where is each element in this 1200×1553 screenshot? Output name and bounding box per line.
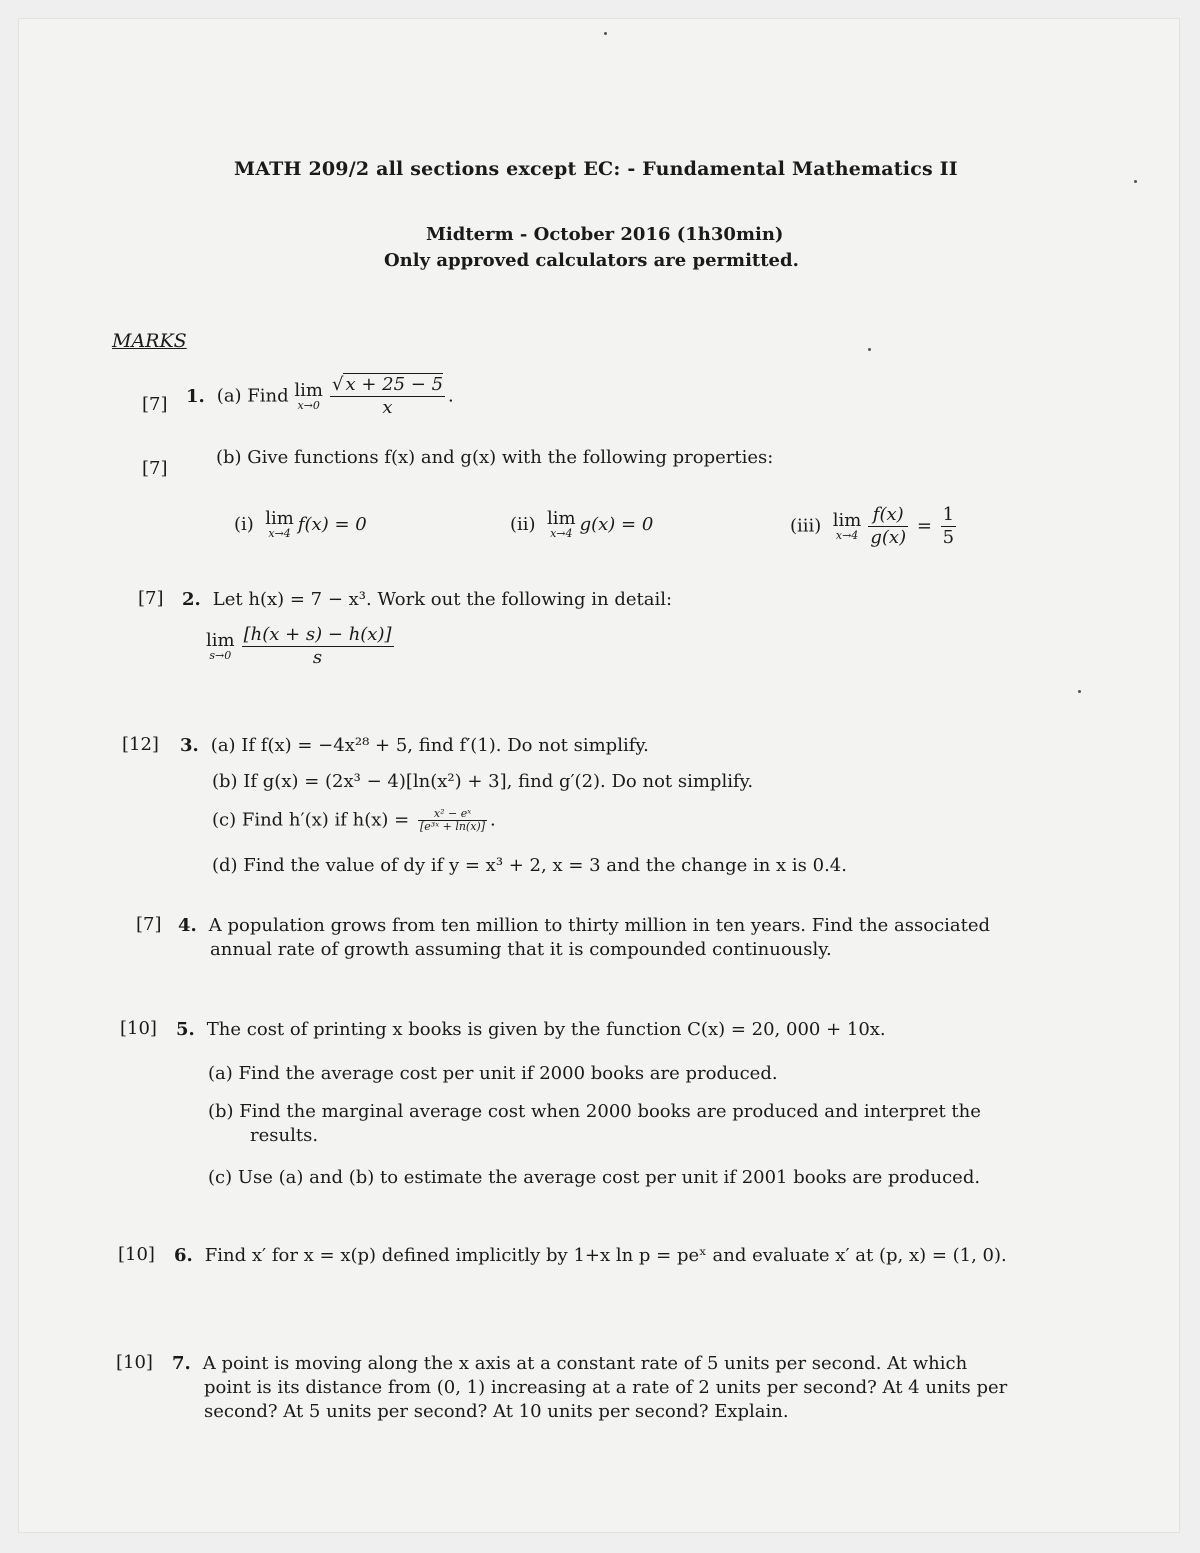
q7-line3: second? At 5 units per second? At 10 units per second? Explain. — [204, 1401, 789, 1422]
q7-line1: 7. A point is moving along the x axis at a constant rate of 5 units per second. At which — [172, 1353, 968, 1374]
q5-part-b: (b) Find the marginal average cost when 2000 books are produced and interpret the — [208, 1101, 981, 1122]
marks-heading: MARKS — [112, 330, 187, 352]
q1-a-limit: lim x→0 — [294, 379, 323, 412]
exam-page — [18, 18, 1180, 1533]
q7-line2: point is its distance from (0, 1) increasing at a rate of 2 units per second? At 4 units per — [204, 1377, 1008, 1398]
exam-title: MATH 209/2 all sections except EC: - Fundamental Mathematics II — [234, 158, 958, 180]
q3-part-c: (c) Find h′(x) if h(x) = $\frac{\text{x² − eˣ}}{\text{[e³ˣ + ln(x)]}}$ . — [212, 807, 496, 833]
q1-part-a: 1. (a) Find lim x→0 $\frac{√ x + 25 - 5}{x}$ . — [186, 374, 454, 418]
scan-speck — [1134, 180, 1137, 183]
scan-speck — [868, 348, 871, 351]
q1-a-fraction: $\frac{√ x + 25 - 5}{x}$ — [331, 374, 444, 418]
q1-mark-b: [7] — [142, 458, 168, 479]
q1-part-b: (b) Give functions f(x) and g(x) with the following properties: — [216, 447, 774, 468]
q5-text: 5. The cost of printing x books is given by the function C(x) = 20, 000 + 10x. — [176, 1019, 886, 1040]
q1-mark-a: [7] — [142, 394, 168, 415]
scan-speck — [604, 32, 607, 35]
q4-line1: 4. A population grows from ten million to thirty million in ten years. Find the associated — [178, 915, 991, 936]
q5-part-a: (a) Find the average cost per unit if 2000 books are produced. — [208, 1063, 778, 1084]
calculator-note: Only approved calculators are permitted. — [384, 250, 799, 271]
q1-number: 1. — [186, 385, 205, 407]
q3-part-a: 3. (a) If f(x) = −4x²⁸ + 5, find f′(1). Do not simplify. — [180, 735, 649, 756]
scan-speck — [1078, 690, 1081, 693]
q1-property-ii: (ii) lim x→4 g(x) = 0 — [510, 508, 654, 540]
exam-session: Midterm - October 2016 (1h30min) — [426, 224, 784, 245]
q2-text: 2. Let h(x) = 7 − x³. Work out the following in detail: — [182, 589, 673, 610]
q7-mark: [10] — [116, 1352, 153, 1373]
q1-property-iii: (iii) lim x→4 $\frac{f(x)}{g(x)}$ = $\frac{1}{5}$ — [790, 504, 955, 548]
q1-a-label: (a) Find — [216, 385, 289, 407]
q4-line2: annual rate of growth assuming that it is compounded continuously. — [210, 939, 832, 960]
q6-mark: [10] — [118, 1244, 155, 1265]
q4-mark: [7] — [136, 914, 162, 935]
q3-part-b: (b) If g(x) = (2x³ − 4)[ln(x²) + 3], find g′(2). Do not simplify. — [212, 771, 754, 792]
q2-mark: [7] — [138, 588, 164, 609]
q5-mark: [10] — [120, 1018, 157, 1039]
q3-mark: [12] — [122, 734, 159, 755]
q5-part-b-cont: results. — [250, 1125, 319, 1146]
q1-property-i: (i) lim x→4 f(x) = 0 — [234, 508, 367, 540]
q3-part-d: (d) Find the value of dy if y = x³ + 2, x = 3 and the change in x is 0.4. — [212, 855, 847, 876]
q2-limit: lim s→0 $\frac{[h(x + s) - h(x)]}{s}$ — [206, 624, 392, 668]
q6-text: 6. Find x′ for x = x(p) defined implicitly by 1+x ln p = peˣ and evaluate x′ at (p, x) = (1, 0). — [174, 1245, 1007, 1266]
q5-part-c: (c) Use (a) and (b) to estimate the average cost per unit if 2001 books are produced. — [208, 1167, 981, 1188]
